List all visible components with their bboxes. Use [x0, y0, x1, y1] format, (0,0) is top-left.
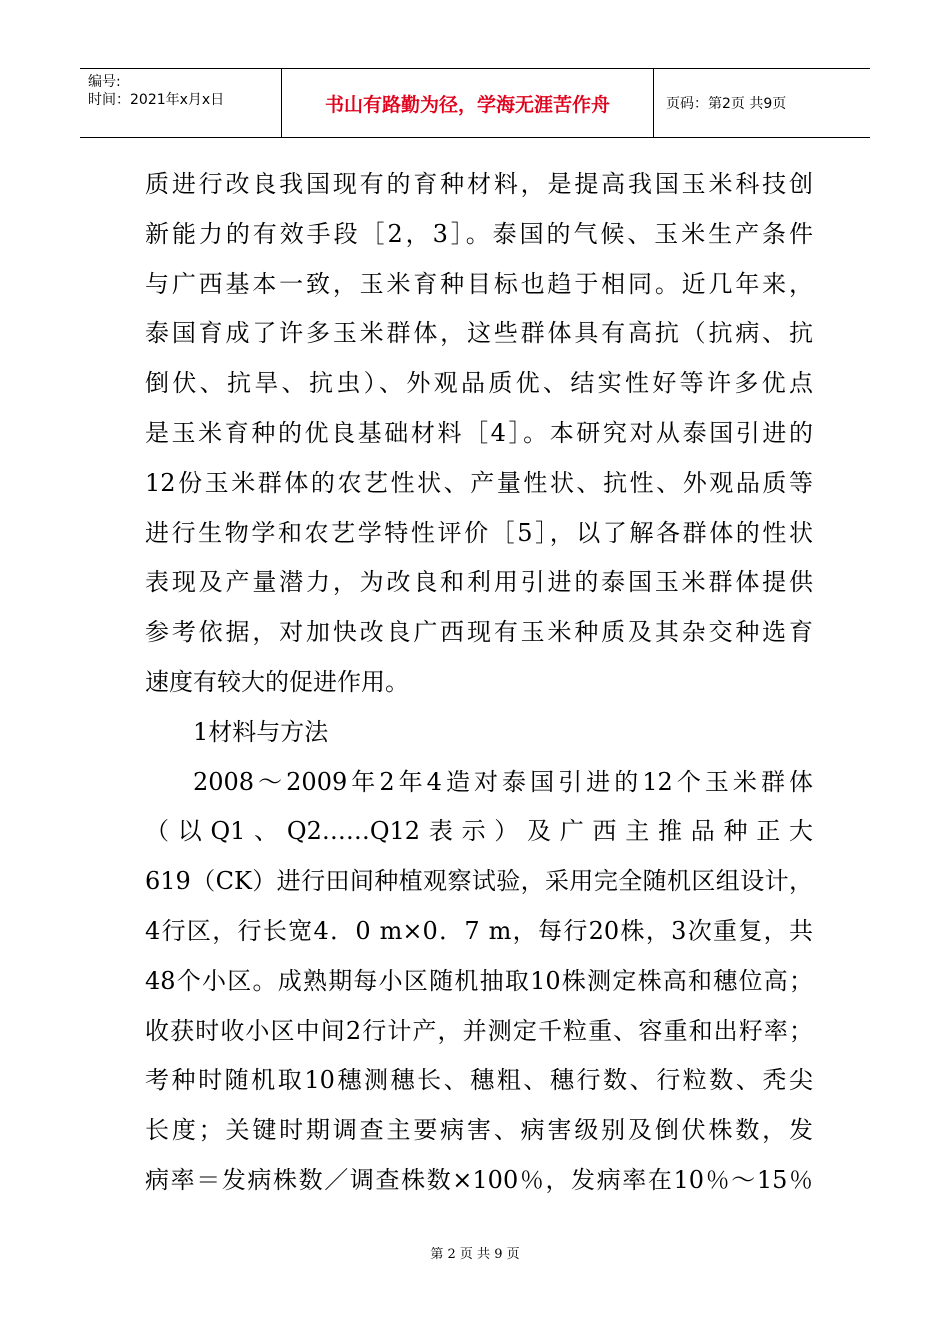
body-line: 考种时随机取10穗测穗长、穗粗、穗行数、行粒数、秃尖 — [145, 1066, 813, 1095]
header-motto: 书山有路勤为径，学海无涯苦作舟 — [282, 69, 654, 137]
body-line: 表现及产量潜力，为改良和利用引进的泰国玉米群体提供 — [145, 568, 813, 597]
document-time-label: 时间：2021年x月x日 — [88, 92, 225, 108]
page-footer: 第 2 页 共 9 页 — [430, 1247, 520, 1262]
body-line: 4行区，行长宽4．0 m×0．7 m，每行20株，3次重复，共 — [145, 916, 813, 945]
document-number-label: 编号: — [88, 74, 121, 90]
body-line: 速度有较大的促进作用。 — [145, 667, 409, 696]
body-line: 48个小区。成熟期每小区随机抽取10株测定株高和穗位高； — [145, 966, 813, 995]
body-line: 收获时收小区中间2行计产，并测定千粒重、容重和出籽率； — [145, 1016, 813, 1045]
body-line: 2008～2009年2年4造对泰国引进的12个玉米群体 — [193, 767, 813, 796]
body-line: 病率＝发病株数／调查株数×100％，发病率在10％～15％ — [145, 1165, 813, 1194]
body-line: 倒伏、抗旱、抗虫）、外观品质优、结实性好等许多优点 — [145, 369, 813, 398]
body-line: （以Q1、Q2……Q12表示）及广西主推品种正大 — [145, 817, 813, 846]
body-line: 619（CK）进行田间种植观察试验，采用完全随机区组设计， — [145, 867, 813, 896]
section-heading: 1材料与方法 — [193, 717, 329, 746]
page-header — [80, 68, 870, 138]
body-line: 参考依据，对加快改良广西现有玉米种质及其杂交种选育 — [145, 618, 813, 647]
body-line: 质进行改良我国现有的育种材料，是提高我国玉米科技创 — [145, 170, 813, 198]
body-line: 与广西基本一致，玉米育种目标也趋于相同。近几年来， — [145, 269, 813, 298]
header-meta — [80, 69, 282, 137]
header-page-info: 页码：第2页 共9页 — [666, 96, 787, 112]
body-line: 长度；关键时期调查主要病害、病害级别及倒伏株数，发 — [145, 1116, 813, 1145]
body-line: 12份玉米群体的农艺性状、产量性状、抗性、外观品质等 — [145, 468, 813, 497]
document-body — [145, 160, 813, 1206]
body-line: 泰国育成了许多玉米群体，这些群体具有高抗（抗病、抗 — [145, 319, 813, 348]
body-line: 新能力的有效手段［2，3］。泰国的气候、玉米生产条件 — [145, 219, 813, 248]
body-line: 是玉米育种的优良基础材料［4］。本研究对从泰国引进的 — [145, 418, 813, 447]
body-line: 进行生物学和农艺学特性评价［5］，以了解各群体的性状 — [145, 518, 813, 547]
